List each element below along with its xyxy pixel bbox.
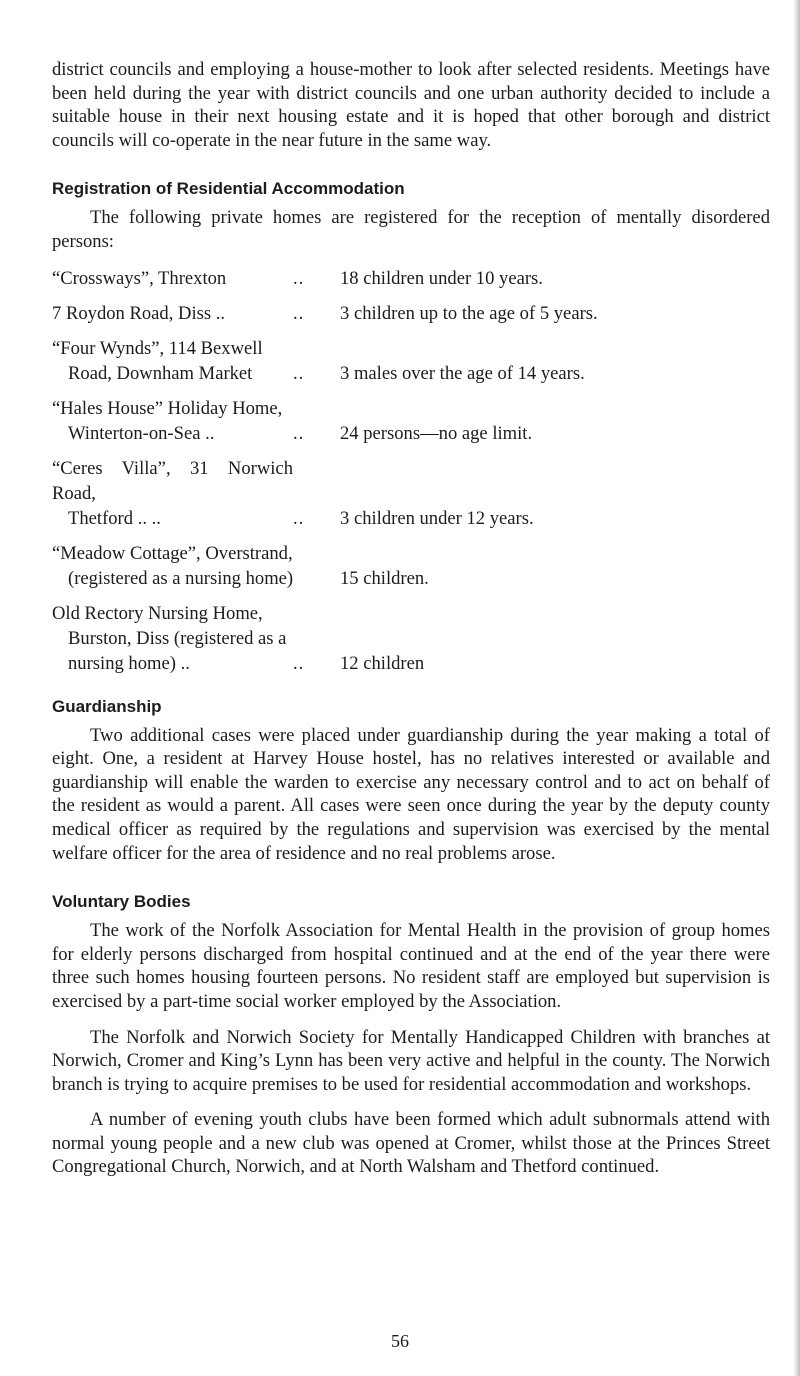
guardianship-paragraph: Two additional cases were placed under guardianship during the year making a total of eight. One, a resident at Harvey House hostel, has no relatives interested or available and guardianship will enable the warden to exercise any necessary control and to act on behalf of the resident as would a parent. All cases were seen once during the year by the deputy county medical officer as required by the regulations and supervision was exercised by the mental welfare officer for the area of residence and no real problems arose. xyxy=(52,724,770,864)
leader-dots: .. xyxy=(293,362,305,384)
home-capacity: 24 persons—no age limit. xyxy=(340,422,533,444)
voluntary-paragraph-3: A number of evening youth clubs have been formed which adult subnormals attend with normal young people and a new club was opened at Cromer, whilst those at the Princes Street Congregational Church, Norwich, and at North Walsham and Thetford continued. xyxy=(52,1109,770,1178)
home-name: “Ceres Villa”, 31 Norwich Road, Thetford .. .. xyxy=(52,457,293,529)
home-name: “Meadow Cottage”, Overstrand, (registered as a nursing home) xyxy=(52,542,294,589)
leader-dots: .. xyxy=(293,507,305,529)
page-edge-shadow xyxy=(793,0,800,1376)
leader-dots: .. xyxy=(293,267,305,289)
registration-paragraph: The following private homes are registered for the reception of mentally disordered persons: xyxy=(52,207,770,252)
home-capacity: 18 children under 10 years. xyxy=(340,267,543,289)
home-name: “Four Wynds”, 114 Bexwell Road, Downham Market xyxy=(52,337,263,384)
voluntary-paragraph-1: The work of the Norfolk Association for Mental Health in the provision of group homes for elderly persons discharged from hospital continued and at the end of the year there were three such homes housing fourteen persons. No resident staff are employed but supervision is exercised by a part-time social worker employed by the Association. xyxy=(52,920,770,1012)
home-entry xyxy=(52,301,770,326)
guardianship-heading: Guardianship xyxy=(52,696,162,716)
voluntary-section xyxy=(52,891,770,1179)
home-name: “Crossways”, Threxton xyxy=(52,267,227,289)
registration-heading: Registration of Residential Accommodation xyxy=(52,179,405,199)
home-capacity: 12 children xyxy=(340,652,425,674)
guardianship-section xyxy=(52,696,770,866)
home-entry xyxy=(52,266,770,291)
intro-paragraph: district councils and employing a house-mother to look after selected residents. Meetings have been held during the year with district councils and one urban authority decided to include a suitable house in their next housing estate and it is hoped that other borough and district councils will co-operate in the near future in the same way. xyxy=(52,59,770,151)
home-entry xyxy=(52,396,770,446)
home-name: “Hales House” Holiday Home, Winterton-on-Sea .. xyxy=(52,397,283,444)
leader-dots: .. xyxy=(293,302,305,324)
home-entry xyxy=(52,336,770,386)
home-entry xyxy=(52,541,770,591)
home-name: 7 Roydon Road, Diss .. xyxy=(52,302,226,324)
home-entry xyxy=(52,456,770,531)
registration-section xyxy=(52,178,770,675)
home-capacity: 3 males over the age of 14 years. xyxy=(340,362,585,384)
page-number: 56 xyxy=(391,1331,409,1351)
home-capacity: 3 children up to the age of 5 years. xyxy=(340,302,598,324)
voluntary-heading: Voluntary Bodies xyxy=(52,892,191,912)
homes-list xyxy=(52,266,770,676)
home-capacity: 3 children under 12 years. xyxy=(340,507,534,529)
home-capacity: 15 children. xyxy=(340,567,429,589)
leader-dots: .. xyxy=(293,422,305,444)
voluntary-paragraph-2: The Norfolk and Norwich Society for Mentally Handicapped Children with branches at Norwich, Cromer and King’s Lynn has been very active and helpful in the county. The Norwich branch is trying to acquire premises to be used for residential accommodation and workshops. xyxy=(52,1026,770,1095)
home-entry xyxy=(52,601,770,676)
home-name: Old Rectory Nursing Home, Burston, Diss (registered as a nursing home) .. xyxy=(52,602,287,674)
page-body xyxy=(52,58,770,1179)
leader-dots: .. xyxy=(293,652,305,674)
